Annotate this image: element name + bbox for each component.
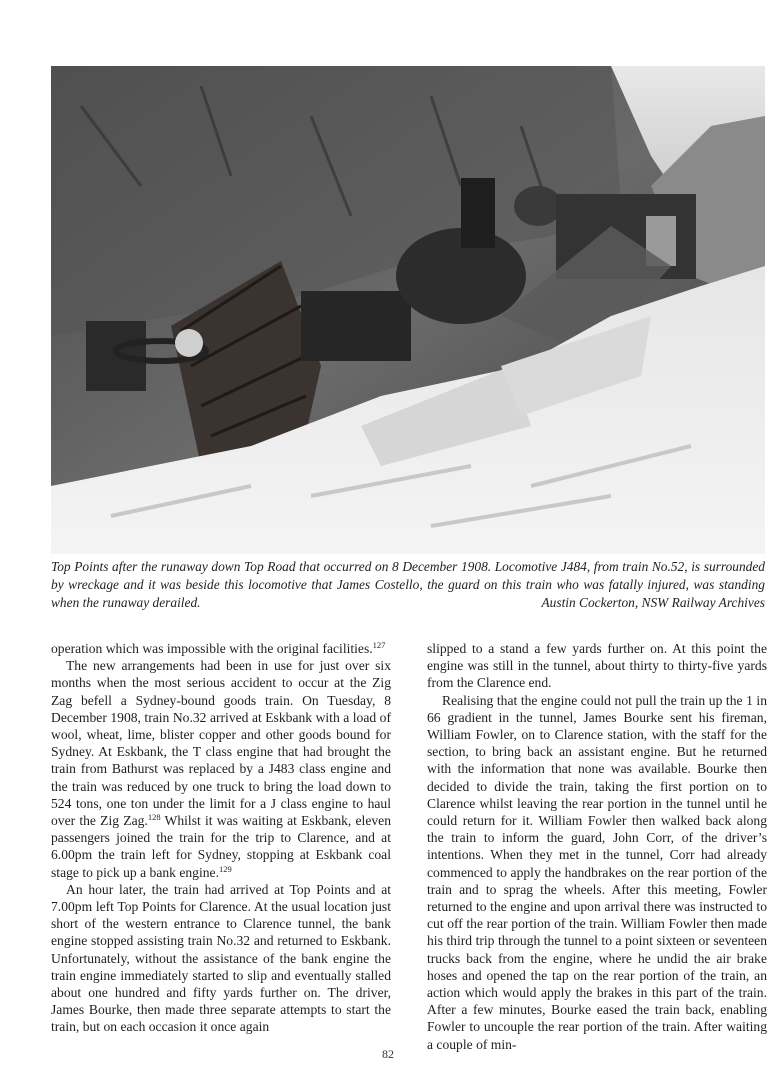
left-p1-text: operation which was impossible with the original facilities. [51,641,373,656]
footnote-ref-128: 128 [147,812,161,823]
photo-caption [51,558,765,612]
left-p2-text-a: The new arrangements had been in use for just over six months when the most serious accident to occur at the Zig Zag befell a Sydney-bound goods train. On Tuesday, 8 December 1908, train No.32 arrived at Eskbank with a load of wool, wheat, lime, blister copper and other goods bound for Sydney. At Eskbank, the T class engine that had brought the train from Bathurst was replaced by a J483 class engine and the train was reduced by one truck to bring the load down to 524 tons, one ton under the limit for a J class engine to haul over the Zig Zag. [51,658,391,829]
right-column [427,640,767,1053]
page-number: 82 [382,1047,394,1061]
footnote-ref-129: 129 [218,863,232,874]
right-paragraph-2: Realising that the engine could not pull the train up the 1 in 66 gradient in the tunnel, James Bourke sent his fireman, William Fowler, on to Clarence station, with the staff for the section, to bring back an assistant engine. But he returned with the information that none was available. Bourke then decided to divide the train, taking the first portion on to Clarence whilst leaving the rear portion in the tunnel until he could return for it. William Fowler then walked back along the train to inform the guard, John Corr, of the driver’s intentions. When they met in the tunnel, Corr had already commenced to apply the handbrakes on the rear portion of the train and to sprag the wheels. After this meeting, Fowler returned to the engine and upon arrival there was instructed to cut off the rear portion of the train. William Fowler then made his third trip through the tunnel to a point sixteen or seventeen trucks back from the engine, where he undid the air brake hoses and opened the tap on the rear portion of the train, an action which would apply the brakes in this part of the train. After a few minutes, Bourke eased the train back, enabling Fowler to uncouple the rear portion of the train. After waiting a couple of min- [427,692,767,1052]
left-paragraph-2 [51,657,391,881]
left-paragraph-1 [51,640,391,657]
left-paragraph-3: An hour later, the train had arrived at Top Points and at 7.00pm left Top Points for Clarence. At the usual location just short of the western entrance to Clarence tunnel, the bank engine stopped assisting train No.32 and returned to Eskbank. Unfortunately, without the assistance of the bank engine the train engine immediately started to slip and eventually stalled about one hundred and fifty yards further on. The driver, James Bourke, then made three separate attempts to start the train, but on each occasion it once again [51,881,391,1035]
wreckage-photo [51,66,765,554]
wreckage-photo-drawing [51,66,765,554]
left-column [51,640,391,1036]
caption-text: Top Points after the runaway down Top Road that occurred on 8 December 1908. Locomotive J484, from train No.52, is surrounded by wreckage and it was beside this locomotive that James Costello, the guard on this train who was fatally injured, was standing when the runaway derailed. [51,559,765,610]
left-p2-text-b: Whilst it was waiting at Eskbank, eleven passengers joined the train for the trip to Clarence, and at 6.00pm the train left for Sydney, stopping at Eskbank coal stage to pick up a bank engine. [51,813,391,880]
photo-credit: Austin Cockerton, NSW Railway Archives [541,595,765,610]
footnote-ref-127: 127 [372,640,386,650]
right-paragraph-1: slipped to a stand a few yards further on. At this point the engine was still in the tunnel, about thirty to thirty-five yards from the Clarence end. [427,641,767,691]
